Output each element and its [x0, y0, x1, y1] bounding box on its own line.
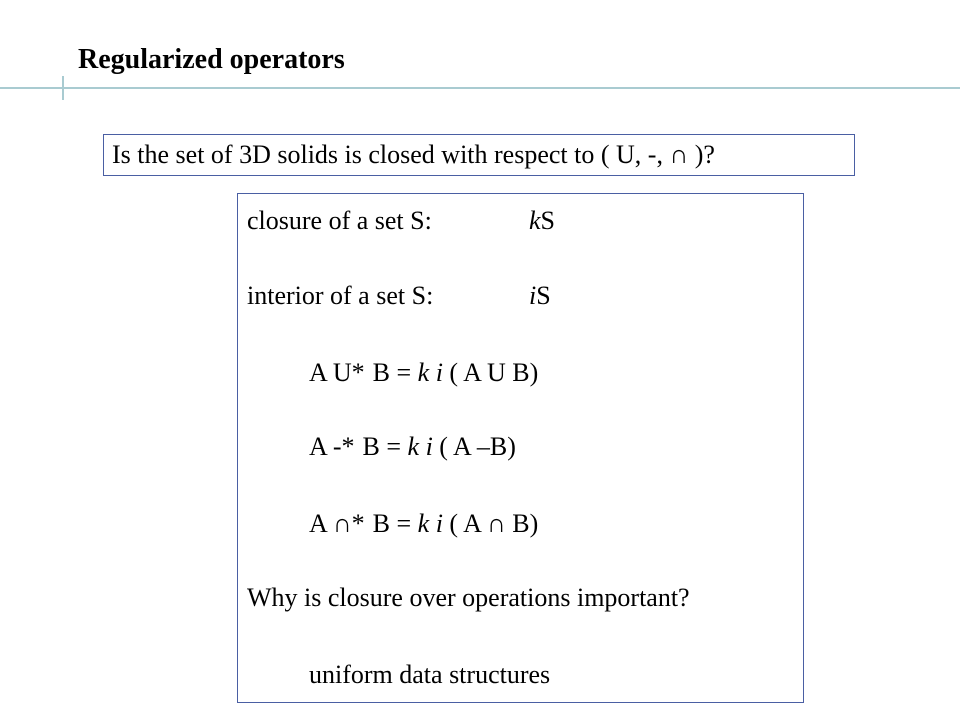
- difference-eq: B =: [362, 432, 408, 461]
- intersection-lhs: A ∩*: [309, 509, 365, 538]
- union-k: k: [417, 358, 430, 387]
- slide-title: Regularized operators: [78, 44, 345, 75]
- difference-k: k: [407, 432, 420, 461]
- intersection-k: k: [417, 509, 430, 538]
- interior-label: interior of a set S:: [247, 281, 434, 310]
- difference-lhs: A -*: [309, 432, 355, 461]
- title-underline: [0, 87, 960, 89]
- intersection-eq: B =: [372, 509, 418, 538]
- intersection-i: i: [435, 509, 443, 538]
- content-box: [237, 193, 804, 703]
- regularized-difference: [309, 430, 516, 464]
- closure-importance-question: Why is closure over operations important?: [247, 583, 690, 612]
- closure-importance-answer: uniform data structures: [309, 660, 551, 689]
- interior-operator: i: [529, 281, 537, 310]
- interior-set: S: [536, 281, 551, 310]
- question-text: Is the set of 3D solids is closed with respect to ( U, -, ∩ )?: [112, 140, 715, 169]
- question-box: [103, 134, 855, 176]
- closure-label: closure of a set S:: [247, 206, 432, 235]
- intersection-rhs: ( A ∩ B): [449, 509, 539, 538]
- union-lhs: A U*: [309, 358, 365, 387]
- union-i: i: [435, 358, 443, 387]
- closure-operator: k: [529, 206, 541, 235]
- difference-i: i: [425, 432, 433, 461]
- regularized-union: [309, 356, 538, 390]
- closure-definition: [247, 204, 555, 238]
- union-eq: B =: [372, 358, 418, 387]
- closure-set: S: [540, 206, 556, 235]
- interior-definition: [247, 279, 551, 313]
- regularized-intersection: [309, 507, 538, 541]
- union-rhs: ( A U B): [449, 358, 539, 387]
- title-accent-tick: [62, 76, 64, 100]
- difference-rhs: ( A –B): [439, 432, 516, 461]
